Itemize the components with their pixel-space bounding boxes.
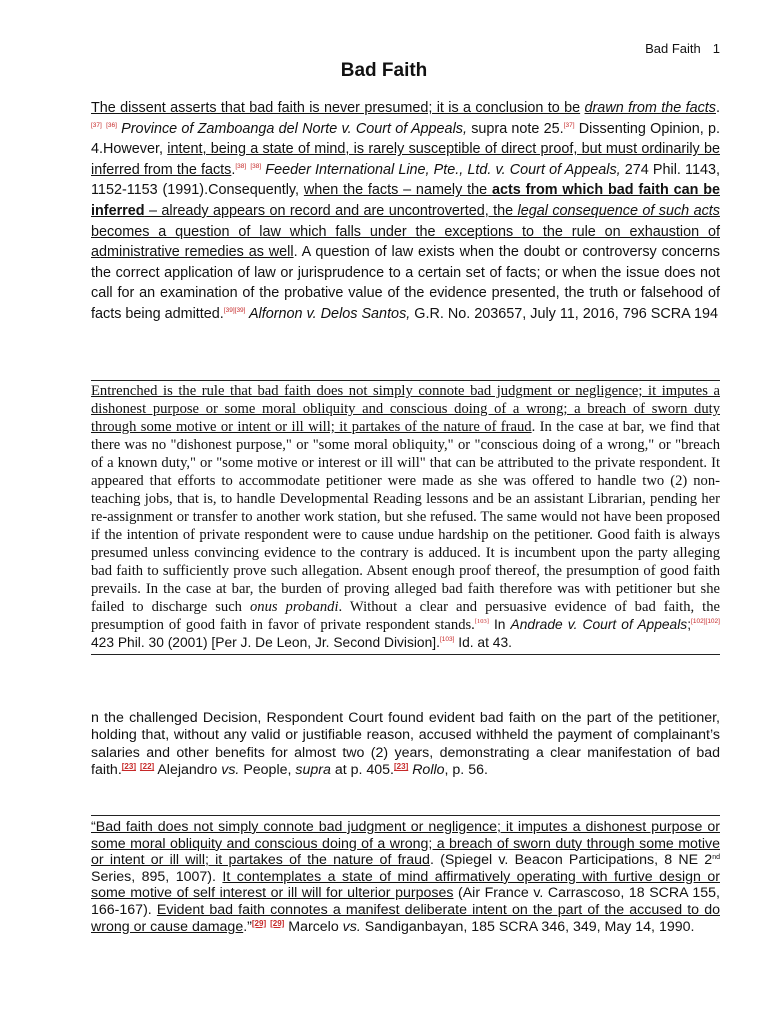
case-citation: Andrade v. Court of Appeals — [510, 617, 688, 632]
text-run: 274 Phil. 1143, 1152-1153 (1991).Consequently, — [91, 161, 720, 199]
text-run: In — [488, 617, 511, 632]
underlined-text: intent, being a state of mind, is rarely susceptible of direct proof, but must ordinarily be inferred from the facts — [91, 141, 720, 178]
footnote-ref[interactable]: [23] — [394, 762, 409, 772]
text-run: ; — [687, 617, 692, 632]
text-run: G.R. No. 203657, July 11, 2016, 796 SCRA 194 — [410, 305, 718, 322]
emphasis: legal consequence of such acts — [517, 202, 720, 219]
footnote-ref[interactable]: [22] — [139, 762, 155, 772]
underlined-text: It contemplates a state of mind affirmatively operating with furtive design or some motive of self interest or ill will for ulterior purposes — [91, 868, 720, 902]
footnote-ref[interactable]: [36] — [106, 121, 117, 129]
text-run: at p. 405. — [330, 762, 394, 779]
case-citation: Alfornon v. Delos Santos, — [245, 305, 411, 322]
text-run: . — [716, 100, 720, 116]
footnote-ref[interactable]: [37] — [91, 121, 102, 129]
paragraph-challenged-decision — [91, 710, 720, 780]
page-number: 1 — [712, 41, 720, 56]
footnote-ref[interactable]: [37] — [563, 121, 575, 129]
emphasis: drawn from the facts — [584, 100, 716, 116]
text-run: supra note 25. — [466, 120, 564, 137]
text-run: , p. 56. — [444, 762, 488, 779]
text-run: Marcelo — [284, 918, 343, 935]
footnote-ref[interactable]: [29] — [270, 918, 285, 928]
footnote-ref[interactable]: [102] — [691, 618, 706, 625]
underlined-text: Entrenched is the rule that bad faith does not simply connote bad judgment or negligence; it imputes a dishonest purpose or some moral obliquity and conscious doing of a wrong; a breach of sworn duty through some motive or intent or ill will; it partakes of the nature of fraud — [91, 383, 720, 435]
text-run: Sandiganbayan, 185 SCRA 346, 349, May 14, 1990. — [360, 918, 695, 935]
footnote-ref[interactable]: [39] — [234, 306, 246, 314]
text-run: Alejandro — [154, 762, 222, 779]
text-run: . — [231, 161, 236, 178]
underlined-text: Evident bad faith connotes a manifest deliberate intent on the part of the accused to do wrong or cause damage — [91, 901, 720, 935]
document-title: Bad Faith — [340, 60, 428, 81]
footnote-ref[interactable]: [103] — [474, 618, 489, 625]
paragraph-entrenched-rule — [91, 380, 720, 655]
paragraph-quoted-definition — [91, 815, 720, 935]
text-run: n the challenged Decision, Respondent Court found evident bad faith on the part of the petitioner, holding that, without any valid or justifiable reason, accused withheld the payment of complainant’s salaries and other benefits for almost two (2) years, demonstrating a clear manifestation of bad faith. — [91, 710, 720, 779]
text-run: . A question of law exists when the doubt or controversy concerns the correct application of law or jurisprudence to a certain set of facts; or when the issue does not call for an examination of the probative value of the evidence presented, the truth or falsehood of facts being admitted. — [91, 244, 720, 322]
underlined-text: – already appears on record and are uncontroverted, the — [144, 202, 518, 219]
footnote-ref[interactable]: [39] — [223, 306, 235, 314]
footnote-ref[interactable]: [29] — [251, 918, 267, 928]
case-citation: Feeder International Line, Pte., Ltd. v. Court of Appeals, — [261, 161, 621, 178]
text-run: .” — [243, 918, 252, 935]
emphasis: vs. — [221, 762, 240, 779]
footnote-ref[interactable]: [102] — [705, 618, 720, 625]
underlined-text: when the facts – namely the — [303, 182, 492, 199]
emphasis: supra — [295, 762, 331, 779]
ordinal-suffix: nd — [712, 854, 720, 862]
emphasis: vs. — [342, 918, 361, 935]
text-run: Series, 895, 1007). — [91, 868, 223, 885]
footnote-ref[interactable]: [103] — [439, 636, 455, 643]
emphasis: Rollo — [412, 762, 445, 779]
text-run: . (Spiegel v. Beacon Participations, 8 NE 2 — [429, 852, 713, 869]
text-run: Id. at 43. — [454, 635, 512, 650]
bold-text: acts from which bad faith can be inferred — [91, 182, 720, 219]
text-run: The dissent asserts that bad faith is never presumed; it is a conclusion to be — [91, 100, 581, 116]
running-title: Bad Faith — [645, 41, 701, 56]
running-header — [645, 41, 720, 56]
underlined-text: becomes a question of law which falls under the exceptions to the rule on exhaustion of administrative remedies as well — [91, 223, 720, 261]
underlined-text: “Bad faith does not simply connote bad judgment or negligence; it imputes a dishonest purpose or some moral obliquity and conscious doing of a wrong; a breach of sworn duty through some motive or intent or ill will; it partakes of the nature of fraud — [91, 819, 720, 869]
footnote-ref[interactable]: [38] — [235, 162, 247, 170]
case-citation: Province of Zamboanga del Norte v. Court of Appeals, — [121, 120, 467, 137]
footnote-ref[interactable]: [38] — [250, 162, 262, 170]
emphasis: onus probandi — [249, 599, 339, 615]
text-run: People, — [239, 762, 296, 779]
text-run: (Air France v. Carrascoso, 18 SCRA 155, 166-167). — [91, 885, 720, 918]
footnote-ref[interactable]: [23] — [121, 762, 136, 772]
text-run: Dissenting Opinion, p. 4.However, — [91, 120, 720, 158]
paragraph-dissent — [91, 98, 720, 325]
text-run: 423 Phil. 30 (2001) [Per J. De Leon, Jr. Second Division]. — [91, 635, 440, 650]
text-run: . In the case at bar, we find that there was no "dishonest purpose," or "some moral obliquity," or "conscious doing of a wrong," or "breach of a known duty," or "some motive or interest or ill will" that can be attributed to the private respondent. It appeared that efforts to accommodate petitioner were made as she was offered to handle two (2) non-teaching jobs, that is, to handle Developmental Reading lessons and be an assistant Librarian, pending her re-assignment or transfer to another work station, but she refused. The same would not have been proposed if the intention of private respondent were to cause undue hardship on the petitioner. Good faith is always presumed unless convincing evidence to the contrary is adduced. It is incumbent upon the party alleging bad faith to sufficiently prove such allegation. Absent enough proof thereof, the presumption of good faith prevails. In the case at bar, the burden of proving alleged bad faith therefore was with petitioner but she failed to discharge such — [91, 419, 720, 615]
text-run: . Without a clear and persuasive evidence of bad faith, the presumption of good faith in favor of private respondent stands. — [91, 599, 720, 633]
